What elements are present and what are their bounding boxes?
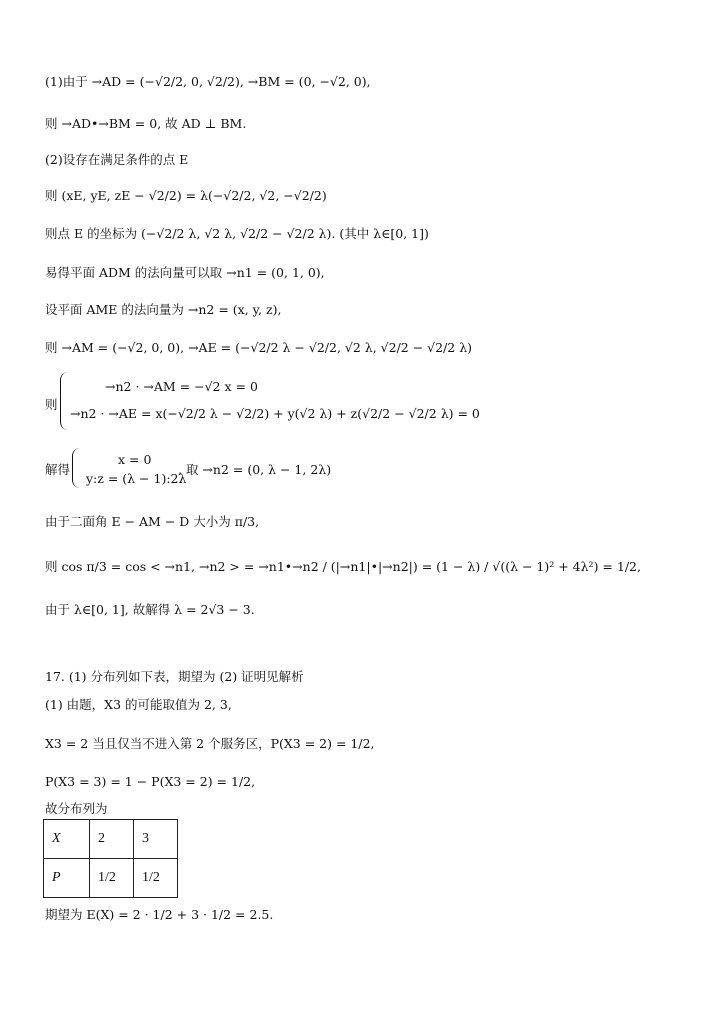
line-16-12: 则 cos π/3 = cos < →n1, →n2 > = →n1•→n2 / (|→n1|•|→n2|) = (1 − λ) / √((λ − 1)² + 4λ²) = 1/2, [45,559,641,574]
system-brace [60,372,69,430]
line-16-10b: 解得 [45,462,71,477]
table-cell: 3 [134,820,178,859]
line-17-5: 故分布列为 [45,801,108,816]
table-cell: 1/2 [90,859,134,898]
table-row [44,859,178,898]
table-cell: 1/2 [134,859,178,898]
line-16-10c: y:z = (λ − 1):2λ [86,471,187,486]
table-row [44,820,178,859]
line-16-7: 设平面 AME 的法向量为 →n2 = (x, y, z), [45,302,282,317]
line-16-11: 由于二面角 E − AM − D 大小为 π/3, [45,514,260,529]
line-17-6: 期望为 E(X) = 2 · 1/2 + 3 · 1/2 = 2.5. [45,907,274,922]
line-16-9c: →n2 · →AE = x(−√2/2 λ − √2/2) + y(√2 λ) + z(√2/2 − √2/2 λ) = 0 [70,406,480,421]
line-16-13: 由于 λ∈[0, 1], 故解得 λ = 2√3 − 3. [45,602,255,617]
line-17-2: (1) 由题，X3 的可能取值为 2, 3, [45,697,232,712]
line-16-10d: , 取 →n2 = (0, λ − 1, 2λ) [178,462,332,477]
line-16-5: 则点 E 的坐标为 (−√2/2 λ, √2 λ, √2/2 − √2/2 λ). (其中 λ∈[0, 1]) [45,226,429,241]
solution-brace [72,448,80,488]
line-16-9a: →n2 · →AM = −√2 x = 0 [105,379,258,394]
table-cell: X [44,820,90,859]
line-16-8: 则 →AM = (−√2, 0, 0), →AE = (−√2/2 λ − √2/2, √2 λ, √2/2 − √2/2 λ) [45,340,473,355]
line-16-1: (1)由于 →AD = (−√2/2, 0, √2/2), →BM = (0, −√2, 0), [45,74,371,89]
line-16-6: 易得平面 ADM 的法向量可以取 →n1 = (0, 1, 0), [45,265,325,280]
line-17-1: 17. (1) 分布列如下表，期望为 (2) 证明见解析 [45,669,304,684]
line-16-2: 则 →AD•→BM = 0, 故 AD ⊥ BM. [45,116,247,131]
line-16-4: 则 (xE, yE, zE − √2/2) = λ(−√2/2, √2, −√2/2) [45,188,327,203]
line-17-4: P(X3 = 3) = 1 − P(X3 = 2) = 1/2, [45,774,256,789]
line-16-10a: x = 0 [118,452,152,467]
line-16-9b: 则 [45,397,58,412]
distribution-table [43,819,178,898]
table-cell: 2 [90,820,134,859]
line-17-3: X3 = 2 当且仅当不进入第 2 个服务区，P(X3 = 2) = 1/2, [45,736,375,751]
table-cell: P [44,859,90,898]
line-16-3: (2)设存在满足条件的点 E [45,152,189,167]
